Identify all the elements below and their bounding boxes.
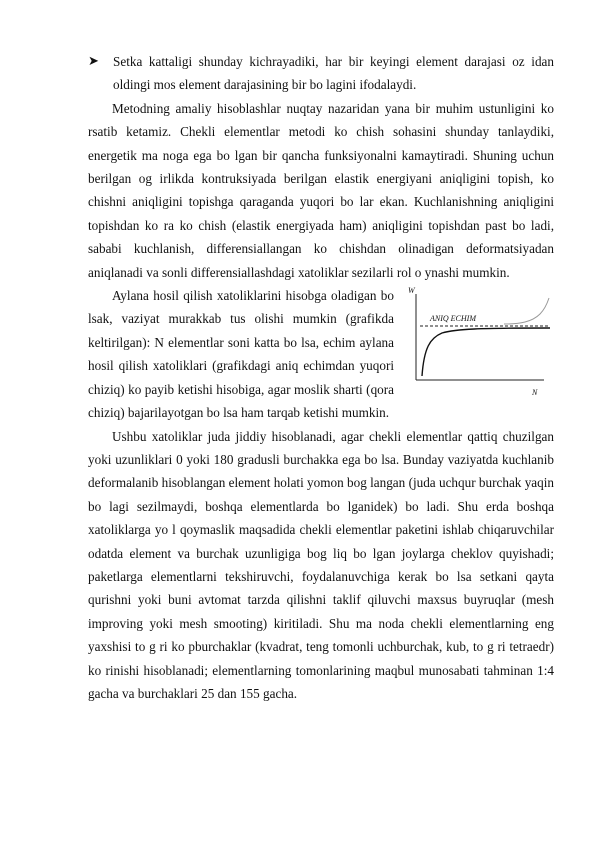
paragraph-2: Aylana hosil qilish xatoliklarini hisobga oladigan bo lsak, vaziyat murakkab tus olishi mumkin (grafikda keltirilgan): N elementlar soni katta bo lsa, echim aylana hosil qilish xatoliklari (grafikdagi aniq echimdan yuqori chiziq) ko payib ketishi hisobiga, agar moslik sharti (qora chiziq) bajarilayotgan bo lsa ham tarqab ketishi mumkin. bbox=[88, 288, 394, 421]
arrow-bullet-icon: ➤ bbox=[88, 54, 99, 69]
exact-solution-label: ANIQ ECHIM bbox=[430, 314, 476, 324]
x-axis-label: N bbox=[532, 388, 538, 398]
convergence-curve bbox=[422, 328, 550, 376]
graph-svg bbox=[408, 288, 554, 404]
divergence-curve bbox=[504, 298, 549, 324]
document-page bbox=[88, 50, 554, 705]
paragraph-3: Ushbu xatoliklar juda jiddiy hisoblanadi, agar chekli elementlar qattiq chuzilgan yoki uzunliklari 0 yoki 180 gradusli burchakka ega bo lsa. Bunday vaziyatda kuchlanib deformalanib hisoblangan element holati yomon bog langan (juda uchqur burchak yaqin bo lagi sezilmaydi, boshqa elementlarda bo lganidek) bo ladi. Shu erda boshqa xatoliklarga yo l qoymaslik maqsadida chekli elementlar paketini ishlab chiqaruvchilar odatda element va burchak uzunligiga bog liq bo lgan joylarga cheklov quyishadi; paketlarga elementlarni tekshiruvchi, foydalanuvchiga kerak bo lsa setkani qayta qurishni yoki buni avtomat tarzda qilishni taklif qiluvchi maxsus buyruqlar (mesh improving yoki mesh smooting) kiritiladi. Shu ma noda chekli elementlarning eng yaxshisi to g ri ko pburchaklar (kvadrat, teng tomonli uchburchak, kub, to g ri tetraedr) ko rinishi hisoblanadi; elementlarning tomonlarining maqbul munosabati tahminan 1:4 gacha va burchaklari 25 dan 155 gacha. bbox=[88, 428, 554, 701]
convergence-graph bbox=[408, 288, 554, 404]
y-axis-label: W bbox=[408, 286, 415, 296]
paragraph-1: Metodning amaliy hisoblashlar nuqtay nazaridan yana bir muhim ustunligini ko rsatib ketamiz. Chekli elementlar metodi ko chish sohasini shunday tanlaydiki, energetik ma noga ega bo lgan bir qancha funksiyonalni kamaytiradi. Shuning uchun berilgan og irlikda kontruksiyada berilgan elastik energiyani aniqligini topish, ko chishni aniqligini topishga qaraganda yuqori bo lar ekan. Kuchlanishning aniqligini topishdan ko ra ko chish (elastik energiyada ham) aniqligini topishdan past bo ladi, sababi kuchlanish, differensiallangan ko chishdan olinadigan deformatsiyadan aniqlanadi va sonli differensiallashdagi xatoliklar sezilarli rol o ynashi mumkin. bbox=[88, 100, 554, 280]
bullet-text: Setka kattaligi shunday kichrayadiki, har bir keyingi element darajasi oz idan oldingi mos element darajasining bir bo lagini ifodalaydi. bbox=[113, 54, 554, 93]
bullet-paragraph bbox=[88, 50, 554, 97]
